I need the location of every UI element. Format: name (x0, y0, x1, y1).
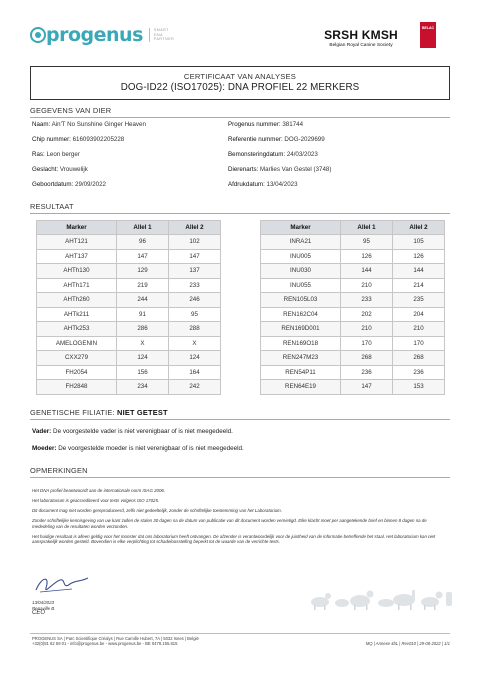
dog-info-reference-number: Referentie nummer: DOG-2029699 (228, 136, 325, 143)
table-row (261, 278, 445, 293)
table-row (261, 264, 445, 279)
table-row (37, 293, 221, 308)
allel1-cell: 210 (341, 278, 393, 293)
marker-cell: AHT121 (37, 235, 117, 250)
footer-contact-line: +32(0)81 62 59 01 - info@progenus.be - www.progenus.be - BE 0478.155.815 (32, 641, 178, 647)
marker-cell: FH2848 (37, 380, 117, 395)
allel2-cell: 126 (393, 249, 445, 264)
footer-document-reference: MQ | Annexe 4bL | Rev010 | 29-08-2022 | 1/1 (365, 641, 450, 646)
page-header (0, 0, 480, 62)
remark-paragraph: Het huidige resultaat is alleen geldig voor het monster dat ons laboratorium heeft ontvangen. De afzender is verantwoordelijk voor de juistheid van de informatie betreffende het staal. Het laboratorium kan niet aansprakelijk worden gesteld. Bovendien is elke verplichting tot schadeloosstelling beperkt tot de waarde van de verrichte tests. (32, 533, 436, 544)
allel1-cell: 91 (117, 307, 169, 322)
table-row (261, 249, 445, 264)
accreditation-badge: BELAC (420, 22, 436, 48)
table-row (261, 307, 445, 322)
table-row (37, 380, 221, 395)
table-row (37, 235, 221, 250)
allel2-cell: 288 (169, 322, 221, 337)
allel1-cell: 95 (341, 235, 393, 250)
footer-address (32, 636, 199, 647)
allel2-cell: 235 (393, 293, 445, 308)
marker-cell: CXX279 (37, 351, 117, 366)
marker-cell: AHTk253 (37, 322, 117, 337)
allel2-cell: 210 (393, 322, 445, 337)
marker-cell: AHTh260 (37, 293, 117, 308)
allel1-cell: 202 (341, 307, 393, 322)
allel1-cell: 210 (341, 322, 393, 337)
allel1-cell: 144 (341, 264, 393, 279)
allel2-cell: X (169, 336, 221, 351)
dog-info-birthdate: Geboortdatum: 29/09/2022 (32, 181, 106, 188)
dog-info-sex: Geslacht: Vrouwelijk (32, 166, 88, 173)
allel2-cell: 95 (169, 307, 221, 322)
table-row (37, 307, 221, 322)
allel1-cell: 268 (341, 351, 393, 366)
result-table-right (260, 220, 445, 395)
marker-cell: INU030 (261, 264, 341, 279)
allel1-cell: X (117, 336, 169, 351)
allel2-cell: 170 (393, 336, 445, 351)
allel1-cell: 96 (117, 235, 169, 250)
table-row (37, 278, 221, 293)
allel1-cell: 124 (117, 351, 169, 366)
allel2-cell: 153 (393, 380, 445, 395)
signature-name: Renaville B. (32, 605, 56, 611)
table-header-row (261, 221, 445, 235)
table-row (37, 249, 221, 264)
allel2-cell: 164 (169, 365, 221, 380)
srsh-kmsh-logo (307, 28, 415, 48)
allel2-cell: 102 (169, 235, 221, 250)
signature-role: CEO (32, 610, 46, 616)
dog-info-name: Naam: Ain'T No Sunshine Ginger Heaven (32, 121, 146, 128)
allel2-cell: 144 (393, 264, 445, 279)
table-row (261, 293, 445, 308)
allel1-cell: 234 (117, 380, 169, 395)
allel1-cell: 244 (117, 293, 169, 308)
progenus-logo (30, 24, 174, 46)
table-row (37, 264, 221, 279)
allel1-cell: 126 (341, 249, 393, 264)
remarks-body (32, 488, 450, 549)
allel2-cell: 242 (169, 380, 221, 395)
allel2-cell: 204 (393, 307, 445, 322)
progenus-logo-tagline: SMART DNA PARTNER (149, 28, 174, 41)
allel1-cell: 156 (117, 365, 169, 380)
dog-info-sampling-date: Bemonsteringdatum: 24/03/2023 (228, 151, 318, 158)
column-header-allel2: Allel 2 (393, 221, 445, 235)
dog-info-progenus-number: Progenus nummer: 381744 (228, 121, 304, 128)
allel2-cell: 137 (169, 264, 221, 279)
certificate-title-box (30, 66, 450, 100)
table-row (261, 336, 445, 351)
certificate-subtitle: DOG-ID22 (ISO17025): DNA PROFIEL 22 MERKERS (120, 82, 360, 93)
marker-cell: INRA21 (261, 235, 341, 250)
allel1-cell: 147 (117, 249, 169, 264)
allel1-cell: 236 (341, 365, 393, 380)
marker-cell: FH2054 (37, 365, 117, 380)
dog-info-veterinarian: Dierenarts: Marlies Van Gestel (3748) (228, 166, 332, 173)
table-row (261, 235, 445, 250)
result-table-left (36, 220, 221, 395)
filiation-status: NIET GETEST (117, 408, 168, 417)
remarks-section-heading: OPMERKINGEN (30, 466, 450, 478)
table-row (261, 380, 445, 395)
filiation-section-heading: GENETISCHE FILIATIE: NIET GETEST (30, 408, 450, 420)
allel2-cell: 246 (169, 293, 221, 308)
remark-paragraph: Het DNA profiel beantwoordt aan de internationale norm ISAG 2006. (32, 488, 166, 493)
allel1-cell: 129 (117, 264, 169, 279)
srsh-subtitle: Belgian Royal Canine Society (329, 43, 393, 48)
marker-cell: AMELOGENIN (37, 336, 117, 351)
allel2-cell: 233 (169, 278, 221, 293)
table-header-row (37, 221, 221, 235)
remark-paragraph: Het laboratorium is geaccrediteerd voor tests volgens ISO 17025. (32, 498, 160, 503)
marker-cell: AHT137 (37, 249, 117, 264)
marker-cell: REN162C04 (261, 307, 341, 322)
column-header-allel1: Allel 1 (117, 221, 169, 235)
marker-cell: AHTh171 (37, 278, 117, 293)
marker-cell: REN105L03 (261, 293, 341, 308)
marker-cell: AHTk211 (37, 307, 117, 322)
certificate-title: CERTIFICAAT VAN ANALYSES (183, 72, 297, 81)
remark-paragraph: Dit document mag niet worden gereproduceerd, zelfs niet gedeeltelijk, zonder de schriftelijke toestemming van het Laboratorium. (32, 508, 282, 513)
table-row (261, 322, 445, 337)
progenus-logo-text: progenus (46, 24, 143, 46)
marker-cell: AHTh130 (37, 264, 117, 279)
allel1-cell: 219 (117, 278, 169, 293)
animal-silhouettes-decoration (308, 584, 454, 610)
marker-cell: REN169O18 (261, 336, 341, 351)
allel2-cell: 236 (393, 365, 445, 380)
allel2-cell: 214 (393, 278, 445, 293)
allel1-cell: 147 (341, 380, 393, 395)
table-row (37, 351, 221, 366)
allel1-cell: 233 (341, 293, 393, 308)
table-row (37, 365, 221, 380)
column-header-allel2: Allel 2 (169, 221, 221, 235)
column-header-marker: Marker (261, 221, 341, 235)
marker-cell: REN247M23 (261, 351, 341, 366)
marker-cell: INU055 (261, 278, 341, 293)
signature-meta (32, 600, 55, 617)
progenus-logo-icon (30, 27, 46, 43)
allel1-cell: 170 (341, 336, 393, 351)
footer-address-line: PROGENUS SA | Parc Scientifique Créalys | Rue Camille Hubert, 7A | 5032 Isnes | België (32, 636, 199, 641)
table-row (37, 336, 221, 351)
table-row (261, 365, 445, 380)
signature-date: 13/04/2023 (32, 600, 54, 605)
marker-cell: INU005 (261, 249, 341, 264)
remark-paragraph: Zonder schriftelijke kennisgeving van uw kant zullen de stalen 30 dagen na de datum van publicatie van dit document worden vernietigd. Elke klacht moet per aangetekende brief en binnen 8 dagen na de mededeling van de resultaten worden verzonden. (32, 518, 427, 529)
allel1-cell: 286 (117, 322, 169, 337)
allel2-cell: 124 (169, 351, 221, 366)
signature-image (32, 572, 92, 596)
father-line: Vader: De voorgestelde vader is niet verenigbaar of is niet meegedeeld. (32, 428, 233, 435)
allel2-cell: 105 (393, 235, 445, 250)
allel2-cell: 268 (393, 351, 445, 366)
marker-cell: REN169D001 (261, 322, 341, 337)
column-header-marker: Marker (37, 221, 117, 235)
srsh-title: SRSH KMSH (324, 28, 398, 42)
dog-info-print-date: Afdrukdatum: 13/04/2023 (228, 181, 298, 188)
dog-info-chip: Chip nummer: 616093902205228 (32, 136, 125, 143)
marker-cell: REN54P11 (261, 365, 341, 380)
footer-divider (30, 633, 450, 634)
mother-line: Moeder: De voorgestelde moeder is niet verenigbaar of is niet meegedeeld. (32, 445, 244, 452)
dog-section-heading: GEGEVENS VAN DIER (30, 106, 450, 118)
allel2-cell: 147 (169, 249, 221, 264)
table-row (261, 351, 445, 366)
dog-info-breed: Ras: Leon berger (32, 151, 80, 158)
column-header-allel1: Allel 1 (341, 221, 393, 235)
table-row (37, 322, 221, 337)
marker-cell: REN64E19 (261, 380, 341, 395)
result-section-heading: RESULTAAT (30, 202, 450, 214)
